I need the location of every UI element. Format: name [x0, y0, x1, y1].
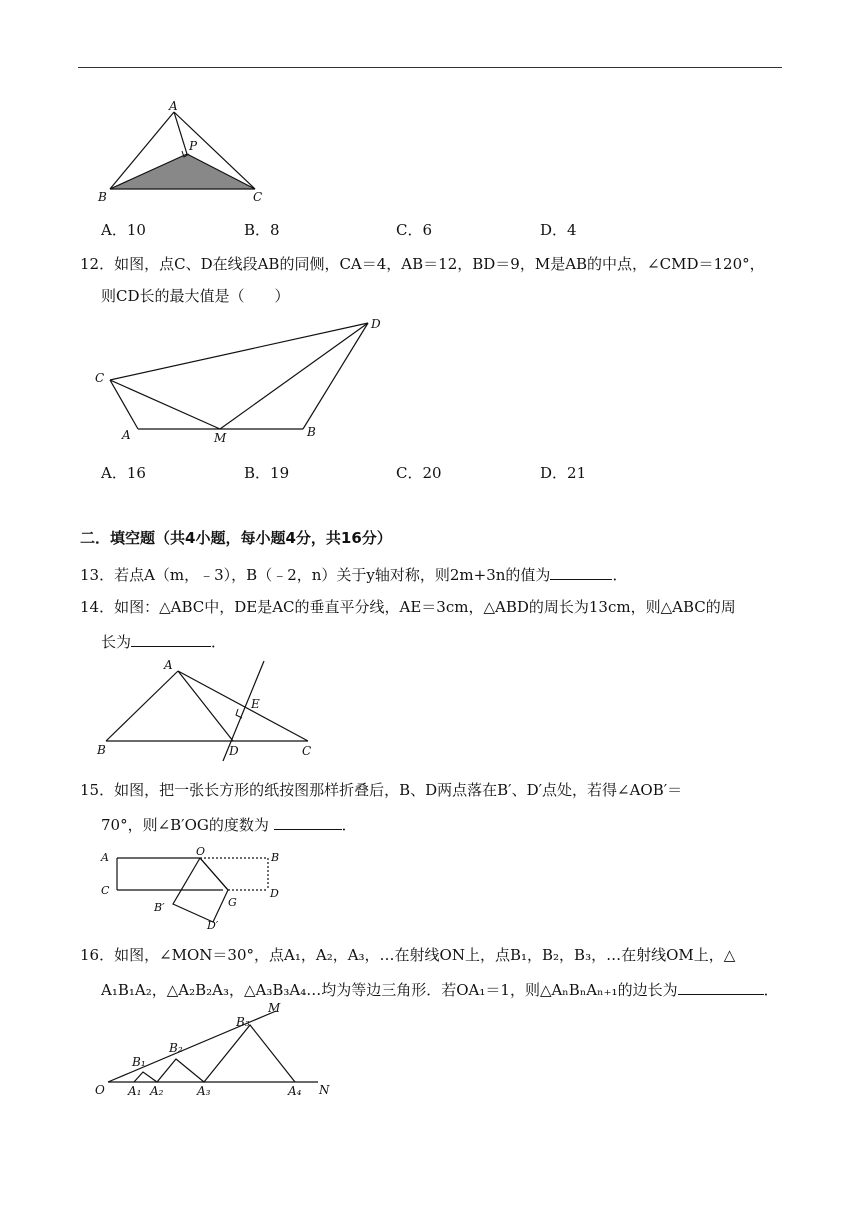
q15-line2-text: 70°，则∠B′OG的度数为 [101, 816, 274, 834]
q15-figure [96, 844, 296, 930]
label-p: P [189, 139, 198, 153]
label-d: D [371, 317, 381, 331]
label-o: O [95, 1083, 105, 1097]
q11-option-a[interactable]: A．10 [101, 221, 146, 239]
q16-text-line2 [101, 978, 779, 1000]
q14-end: ． [211, 633, 227, 651]
label-a4: A₄ [288, 1084, 302, 1098]
q13-end: ． [612, 566, 628, 584]
label-c: C [95, 371, 105, 385]
label-a3: A₃ [197, 1084, 211, 1098]
q15-text-line2 [101, 813, 357, 835]
label-g: G [228, 896, 237, 909]
label-a: A [101, 851, 109, 864]
label-a2: A₂ [150, 1084, 164, 1098]
q13-text [80, 563, 627, 585]
label-a: A [169, 99, 178, 113]
q12-option-d[interactable]: D．21 [540, 464, 587, 482]
label-b3: B₃ [236, 1015, 250, 1029]
label-n: N [319, 1083, 330, 1097]
shaded-triangle-bpc [110, 154, 255, 189]
q15-text-line1: 15．如图，把一张长方形的纸按图那样折叠后，B、D两点落在B′、D′点处，若得∠AOB′＝ [80, 781, 683, 799]
label-b: B [307, 425, 316, 439]
section-title: 二．填空题（共4小题，每小题4分，共16分） [80, 529, 392, 547]
q12-text-line2: 则CD长的最大值是（ ） [101, 287, 290, 305]
q12-option-a[interactable]: A．16 [101, 464, 146, 482]
label-a1: A₁ [128, 1084, 142, 1098]
q16-figure [92, 1002, 342, 1102]
q15-end: ． [341, 816, 357, 834]
header-rule [78, 67, 782, 68]
label-c: C [302, 744, 312, 758]
q13-answer-blank[interactable] [550, 563, 612, 580]
label-c: C [101, 884, 110, 897]
q12-text-line1: 12．如图，点C、D在线段AB的同侧，CA＝4，AB＝12，BD＝9，M是AB的中点，∠CMD＝120°， [80, 255, 765, 273]
label-b2: B₂ [169, 1041, 183, 1055]
label-b-prime: B′ [154, 901, 165, 914]
label-b: B [98, 190, 107, 204]
label-a: A [164, 658, 173, 672]
label-b: B [97, 743, 106, 757]
q14-text-line2 [101, 630, 226, 652]
label-m: M [268, 1001, 281, 1015]
q12-option-c[interactable]: C．20 [396, 464, 442, 482]
q11-option-d[interactable]: D．4 [540, 221, 577, 239]
q16-line2-text: A₁B₁A₂，△A₂B₂A₃，△A₃B₃A₄…均为等边三角形．若OA₁＝1，则△AₙBₙAₙ₊₁的边长为 [101, 981, 678, 999]
label-d: D [229, 744, 239, 758]
q14-figure [90, 657, 330, 761]
label-c: C [253, 190, 263, 204]
label-m: M [214, 431, 227, 445]
q16-text-line1: 16．如图，∠MON＝30°，点A₁，A₂，A₃，…在射线ON上，点B₁，B₂，B₃，…在射线OM上，△ [80, 946, 736, 964]
q11-option-c[interactable]: C．6 [396, 221, 433, 239]
q14-answer-blank[interactable] [131, 630, 211, 647]
q11-option-b[interactable]: B．8 [244, 221, 280, 239]
label-b: B [271, 851, 280, 864]
label-a: A [122, 428, 131, 442]
q12-figure [90, 312, 390, 447]
q15-answer-blank[interactable] [274, 813, 342, 830]
q11-triangle-figure [90, 98, 280, 210]
label-d: D [270, 887, 279, 900]
q16-answer-blank[interactable] [678, 978, 764, 995]
label-e: E [251, 697, 260, 711]
label-b1: B₁ [132, 1055, 146, 1069]
label-d-prime: D′ [207, 919, 219, 932]
q13-question: 13．若点A（m，﹣3），B（﹣2，n）关于y轴对称，则2m+3n的值为 [80, 566, 551, 584]
q14-line2-text: 长为 [101, 633, 132, 651]
q12-option-b[interactable]: B．19 [244, 464, 290, 482]
q16-end: ． [763, 981, 779, 999]
label-o: O [196, 845, 206, 858]
q14-text-line1: 14．如图：△ABC中，DE是AC的垂直平分线，AE＝3cm，△ABD的周长为13cm，则△ABC的周 [80, 598, 736, 616]
